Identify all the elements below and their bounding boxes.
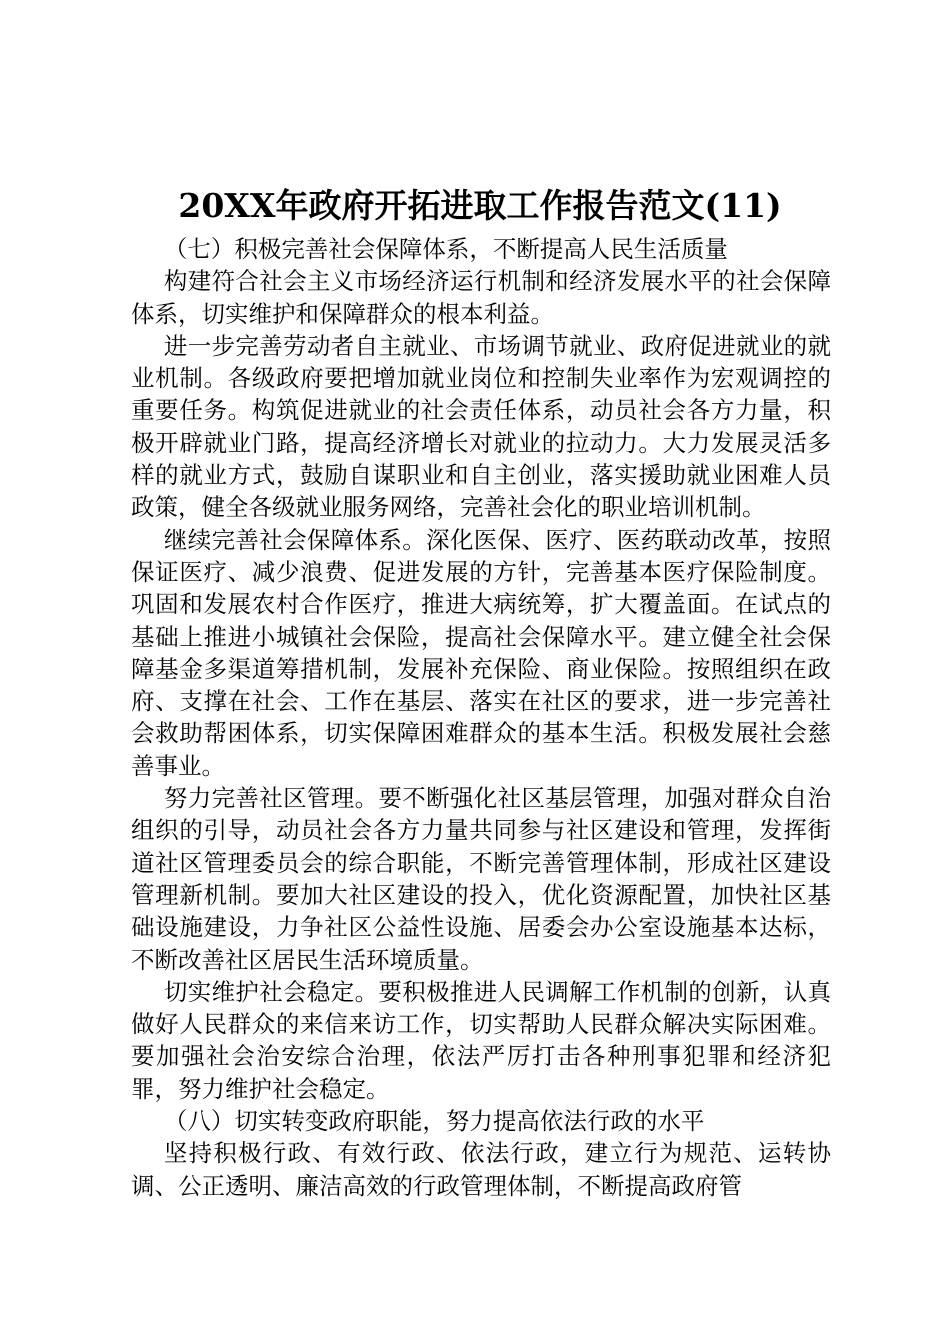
section-heading: （八）切实转变政府职能，努力提高依法行政的水平 — [163, 1107, 705, 1136]
body-paragraph: 继续完善社会保障体系。深化医保、医疗、医药联动改革，按照保证医疗、减少浪费、促进发展的方针，完善基本医疗保险制度。巩固和发展农村合作医疗，推进大病统筹，扩大覆盖面。在试点的基础上推进小城镇社会保险，提高社会保障水平。建立健全社会保障基金多渠道筹措机制，发展补充保险、商业保险。按照组织在政府、支撑在社会、工作在基层、落实在社区的要求，进一步完善社会救助帮困体系，切实保障困难群众的基本生活。积极发展社会慈善事业。 — [131, 525, 831, 780]
document-title: 20XX年政府开拓进取工作报告范文(11) — [178, 186, 782, 225]
body-paragraph: 构建符合社会主义市场经济运行机制和经济发展水平的社会保障体系，切实维护和保障群众的根本利益。 — [131, 267, 831, 328]
document-body — [131, 233, 831, 1202]
body-paragraph: 进一步完善劳动者自主就业、市场调节就业、政府促进就业的就业机制。各级政府要把增加就业岗位和控制失业率作为宏观调控的重要任务。构筑促进就业的社会责任体系，动员社会各方力量，积极开辟就业门路，提高经济增长对就业的拉动力。大力发展灵活多样的就业方式，鼓励自谋职业和自主创业，落实援助就业困难人员政策，健全各级就业服务网络，完善社会化的职业培训机制。 — [131, 331, 831, 522]
body-paragraph: 切实维护社会稳定。要积极推进人民调解工作机制的创新，认真做好人民群众的来信来访工作，切实帮助人民群众解决实际困难。要加强社会治安综合治理，依法严厉打击各种刑事犯罪和经济犯罪，努力维护社会稳定。 — [131, 977, 831, 1103]
section-heading: （七）积极完善社会保障体系，不断提高人民生活质量 — [163, 235, 728, 263]
body-paragraph: 坚持积极行政、有效行政、依法行政，建立行为规范、运转协调、公正透明、廉洁高效的行政管理体制，不断提高政府管 — [131, 1139, 831, 1200]
body-paragraph: 努力完善社区管理。要不断强化社区基层管理，加强对群众自治组织的引导，动员社会各方力量共同参与社区建设和管理，发挥街道社区管理委员会的综合职能，不断完善管理体制，形成社区建设管理新机制。要加大社区建设的投入，优化资源配置，加快社区基础设施建设，力争社区公益性设施、居委会办公室设施基本达标，不断改善社区居民生活环境质量。 — [131, 784, 831, 974]
